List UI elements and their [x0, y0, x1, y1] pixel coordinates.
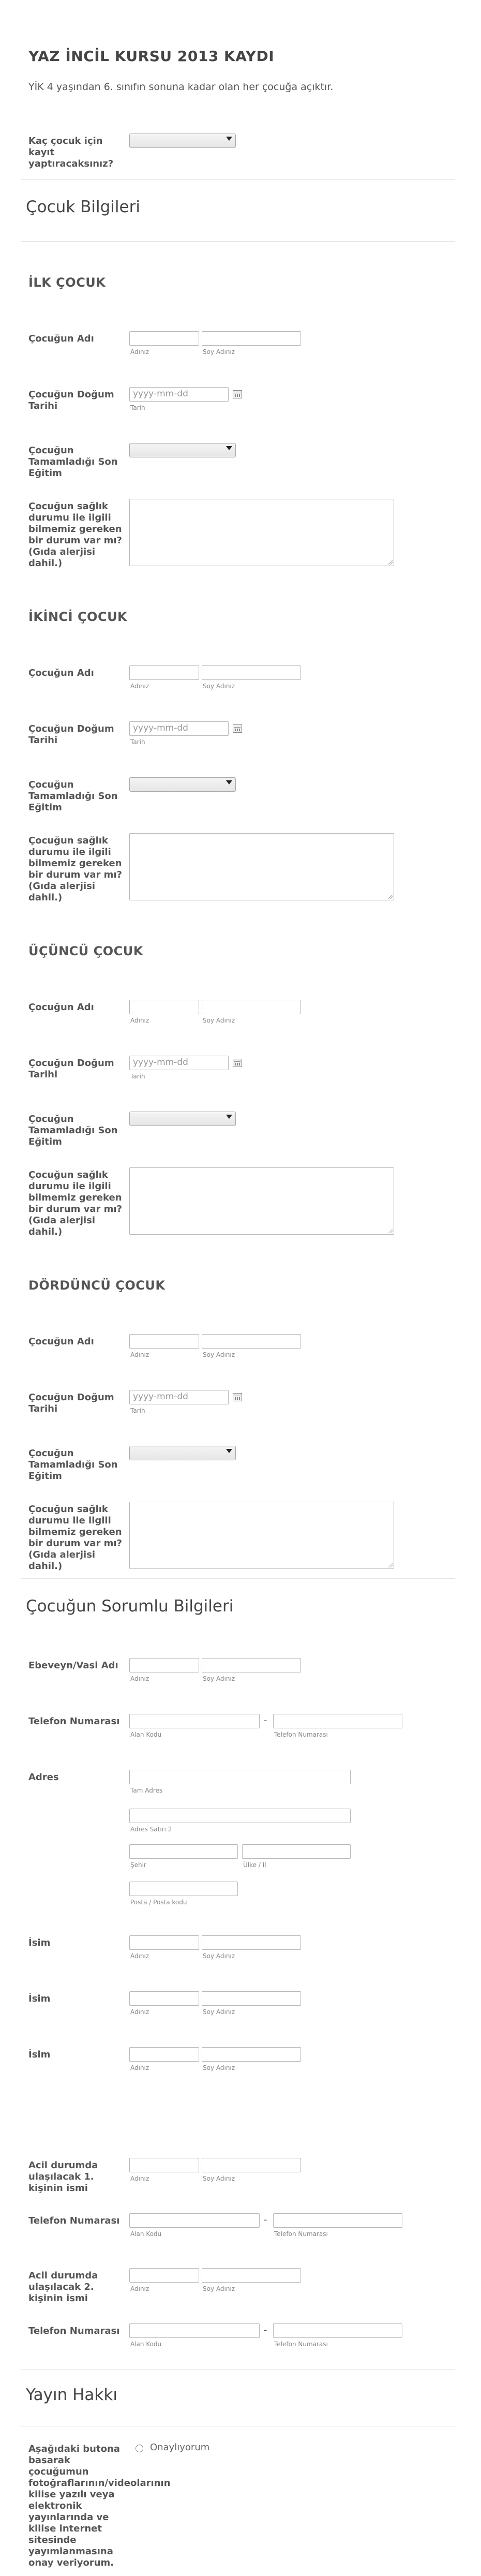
child-first-name-input[interactable]	[129, 1334, 199, 1349]
name-first-input[interactable]	[129, 2047, 199, 2062]
first-name-sublabel: Adınız	[130, 2064, 149, 2071]
first-name-sublabel: Adınız	[130, 2285, 149, 2292]
parent-last-name-input[interactable]	[202, 1658, 301, 1672]
last-name-sublabel: Soy Adınız	[203, 2285, 235, 2292]
name-label: İsim	[28, 1937, 51, 1948]
child-health-label: Çocuğun sağlık durumu ile ilgili bilmemiz gereken bir durum var mı? (Gıda alerjisi dahil.)	[28, 501, 123, 569]
first-name-sublabel: Adınız	[130, 348, 149, 356]
resize-grip-icon[interactable]	[387, 1228, 393, 1233]
child-heading: İLK ÇOCUK	[28, 275, 106, 290]
child-last-name-input[interactable]	[202, 665, 301, 680]
emergency2-phone-label: Telefon Numarası	[28, 2326, 120, 2336]
child-heading: İKİNCİ ÇOCUK	[28, 610, 128, 624]
child-education-select[interactable]	[129, 777, 236, 792]
date-sublabel: Tarih	[130, 1407, 145, 1414]
first-name-sublabel: Adınız	[130, 683, 149, 690]
chevron-down-icon	[226, 446, 232, 450]
last-name-sublabel: Soy Adınız	[203, 683, 235, 690]
child-health-textarea[interactable]	[129, 1502, 394, 1569]
child-health-label: Çocuğun sağlık durumu ile ilgili bilmemiz gereken bir durum var mı? (Gıda alerjisi dahil.)	[28, 835, 123, 903]
phone-dash: -	[264, 2214, 267, 2225]
phone-label: Telefon Numarası	[28, 1716, 120, 1727]
child-heading: ÜÇÜNCÜ ÇOCUK	[28, 944, 143, 958]
parent-phone-input[interactable]	[273, 1714, 402, 1728]
resize-grip-icon[interactable]	[387, 559, 393, 565]
child-birth-date-input[interactable]: yyyy-mm-dd	[129, 1056, 229, 1070]
divider	[21, 179, 455, 180]
divider	[21, 241, 455, 242]
name-label: İsim	[28, 2049, 51, 2060]
last-name-sublabel: Soy Adınız	[203, 2008, 235, 2016]
area-code-sublabel: Alan Kodu	[130, 1731, 162, 1738]
child-health-label: Çocuğun sağlık durumu ile ilgili bilmemiz gereken bir durum var mı? (Gıda alerjisi dahil.)	[28, 1504, 123, 1572]
date-sublabel: Tarih	[130, 738, 145, 746]
first-name-sublabel: Adınız	[130, 1017, 149, 1024]
divider	[21, 2369, 455, 2370]
emergency2-area-code-input[interactable]	[129, 2323, 260, 2338]
child-birth-label: Çocuğun Doğum Tarihi	[28, 723, 114, 746]
postal-sublabel: Posta / Posta kodu	[130, 1899, 187, 1906]
child-education-label: Çocuğun Tamamladığı Son Eğitim	[28, 779, 118, 813]
child-heading: DÖRDÜNCÜ ÇOCUK	[28, 1278, 166, 1293]
date-sublabel: Tarih	[130, 1073, 145, 1080]
emergency2-last-name-input[interactable]	[202, 2268, 301, 2283]
state-sublabel: Ülke / Il	[243, 1861, 266, 1869]
name-first-input[interactable]	[129, 1935, 199, 1950]
chevron-down-icon	[226, 1115, 232, 1119]
address-line2-sublabel: Adres Satırı 2	[130, 1826, 172, 1833]
last-name-sublabel: Soy Adınız	[203, 1952, 235, 1960]
child-name-label: Çocuğun Adı	[28, 1336, 94, 1347]
resize-grip-icon[interactable]	[387, 894, 393, 899]
child-health-textarea[interactable]	[129, 499, 394, 566]
child-education-select[interactable]	[129, 1446, 236, 1460]
child-name-label: Çocuğun Adı	[28, 333, 94, 344]
last-name-sublabel: Soy Adınız	[203, 1351, 235, 1358]
consent-label: Aşağıdaki butona basarak çocuğumun fotoğraflarının/videolarının kilise yazılı veya elektronik yayınlarında ve kilise internet sitesinde yayımlanmasına onay veriyorum.	[28, 2444, 171, 2568]
chevron-down-icon	[226, 780, 232, 784]
phone-sublabel: Telefon Numarası	[274, 2230, 328, 2238]
emergency1-phone-input[interactable]	[273, 2213, 402, 2228]
child-education-label: Çocuğun Tamamladığı Son Eğitim	[28, 1448, 118, 1482]
last-name-sublabel: Soy Adınız	[203, 2064, 235, 2071]
child-birth-date-input[interactable]: yyyy-mm-dd	[129, 1390, 229, 1404]
child-name-label: Çocuğun Adı	[28, 1002, 94, 1013]
calendar-icon[interactable]	[233, 1393, 242, 1401]
chevron-down-icon	[226, 1449, 232, 1453]
name-last-input[interactable]	[202, 1935, 301, 1950]
address-line2-input[interactable]	[129, 1809, 351, 1823]
child-birth-date-input[interactable]: yyyy-mm-dd	[129, 387, 229, 402]
child-first-name-input[interactable]	[129, 1000, 199, 1014]
name-last-input[interactable]	[202, 2047, 301, 2062]
child-last-name-input[interactable]	[202, 1334, 301, 1349]
postal-code-input[interactable]	[129, 1882, 238, 1896]
child-education-select[interactable]	[129, 443, 236, 457]
parent-name-label: Ebeveyn/Vasi Adı	[28, 1660, 118, 1671]
child-first-name-input[interactable]	[129, 331, 199, 346]
child-birth-label: Çocuğun Doğum Tarihi	[28, 1058, 114, 1080]
address-full-sublabel: Tam Adres	[130, 1787, 163, 1794]
first-name-sublabel: Adınız	[130, 2008, 149, 2016]
consent-radio[interactable]	[136, 2445, 143, 2452]
child-health-textarea[interactable]	[129, 1167, 394, 1235]
calendar-icon[interactable]	[233, 724, 242, 733]
child-name-label: Çocuğun Adı	[28, 668, 94, 678]
area-code-sublabel: Alan Kodu	[130, 2341, 162, 2348]
calendar-icon[interactable]	[233, 390, 242, 398]
last-name-sublabel: Soy Adınız	[203, 2175, 235, 2182]
resize-grip-icon[interactable]	[387, 1562, 393, 1567]
name-last-input[interactable]	[202, 1991, 301, 2006]
city-input[interactable]	[129, 1844, 238, 1859]
name-label: İsim	[28, 1993, 51, 2004]
child-first-name-input[interactable]	[129, 665, 199, 680]
parent-area-code-input[interactable]	[129, 1714, 260, 1728]
emergency2-label: Acil durumda ulaşılacak 2. kişinin ismi	[28, 2270, 98, 2304]
calendar-icon[interactable]	[233, 1059, 242, 1067]
page-title: YAZ İNCİL KURSU 2013 KAYDI	[28, 48, 275, 65]
city-sublabel: Şehir	[130, 1861, 146, 1869]
emergency2-phone-input[interactable]	[273, 2323, 402, 2338]
phone-sublabel: Telefon Numarası	[274, 1731, 328, 1738]
publishing-section-title: Yayın Hakkı	[26, 2386, 117, 2404]
child-birth-date-input[interactable]: yyyy-mm-dd	[129, 721, 229, 736]
emergency1-first-name-input[interactable]	[129, 2158, 199, 2172]
parent-first-name-input[interactable]	[129, 1658, 199, 1672]
child-count-label: Kaç çocuk için kayıt yaptıracaksınız?	[28, 136, 114, 169]
emergency2-first-name-input[interactable]	[129, 2268, 199, 2283]
phone-dash: -	[264, 2325, 267, 2335]
child-birth-label: Çocuğun Doğum Tarihi	[28, 1392, 114, 1414]
chevron-down-icon	[226, 137, 232, 141]
child-birth-label: Çocuğun Doğum Tarihi	[28, 389, 114, 411]
state-input[interactable]	[242, 1844, 351, 1859]
emergency1-phone-label: Telefon Numarası	[28, 2215, 120, 2226]
area-code-sublabel: Alan Kodu	[130, 2230, 162, 2238]
children-section-title: Çocuk Bilgileri	[26, 198, 140, 216]
emergency1-label: Acil durumda ulaşılacak 1. kişinin ismi	[28, 2160, 98, 2194]
guardian-section-title: Çocuğun Sorumlu Bilgileri	[26, 1597, 234, 1616]
child-education-label: Çocuğun Tamamladığı Son Eğitim	[28, 445, 118, 479]
first-name-sublabel: Adınız	[130, 1351, 149, 1358]
child-last-name-input[interactable]	[202, 1000, 301, 1014]
child-health-textarea[interactable]	[129, 833, 394, 900]
date-sublabel: Tarih	[130, 404, 145, 411]
name-first-input[interactable]	[129, 1991, 199, 2006]
page-subtitle: YİK 4 yaşından 6. sınıfın sonuna kadar olan her çocuğa açıktır.	[28, 81, 334, 93]
divider	[21, 1578, 455, 1579]
child-education-select[interactable]	[129, 1112, 236, 1126]
emergency1-last-name-input[interactable]	[202, 2158, 301, 2172]
child-last-name-input[interactable]	[202, 331, 301, 346]
first-name-sublabel: Adınız	[130, 2175, 149, 2182]
child-count-select[interactable]	[129, 134, 236, 148]
first-name-sublabel: Adınız	[130, 1675, 149, 1682]
emergency1-area-code-input[interactable]	[129, 2213, 260, 2228]
address-full-input[interactable]	[129, 1770, 351, 1784]
first-name-sublabel: Adınız	[130, 1952, 149, 1960]
consent-radio-label[interactable]: Onaylıyorum	[150, 2442, 210, 2453]
address-label: Adres	[28, 1772, 59, 1783]
last-name-sublabel: Soy Adınız	[203, 1017, 235, 1024]
child-health-label: Çocuğun sağlık durumu ile ilgili bilmemiz gereken bir durum var mı? (Gıda alerjisi dahil.)	[28, 1169, 123, 1237]
last-name-sublabel: Soy Adınız	[203, 1675, 235, 1682]
child-education-label: Çocuğun Tamamladığı Son Eğitim	[28, 1114, 118, 1147]
last-name-sublabel: Soy Adınız	[203, 348, 235, 356]
phone-dash: -	[264, 1715, 267, 1726]
phone-sublabel: Telefon Numarası	[274, 2341, 328, 2348]
